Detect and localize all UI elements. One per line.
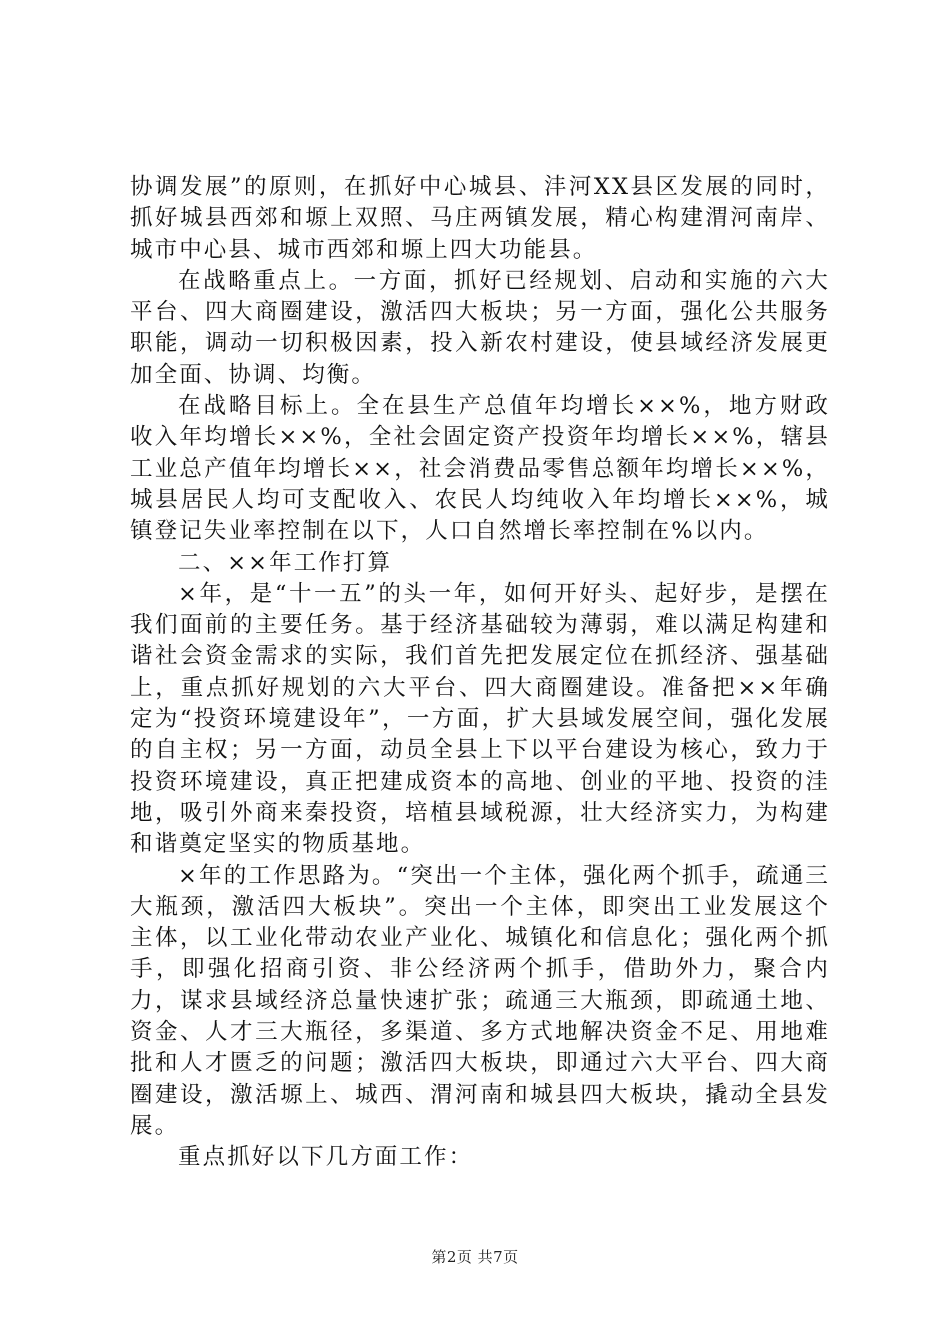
document-body — [130, 172, 830, 1174]
page-footer — [0, 1246, 950, 1267]
page-number-label: 第2页 共7页 — [431, 1248, 519, 1266]
paragraph-work-approach: ×年的工作思路为。“突出一个主体，强化两个抓手，疏通三大瓶颈，激活四大板块”。突出一个主体，即突出工业发展这个主体，以工业化带动农业产业化、城镇化和信息化；强化两个抓手，即强化招商引资、非公经济两个抓手，借助外力，聚合内力，谋求县域经济总量快速扩张；疏通三大瓶颈，即疏通土地、资金、人才三大瓶径，多渠道、多方式地解决资金不足、用地难批和人才匮乏的问题；激活四大板块，即通过六大平台、四大商圈建设，激活塬上、城西、渭河南和城县四大板块，撬动全县发展。 — [130, 862, 830, 1139]
section-heading: 二、××年工作打算 — [178, 549, 393, 576]
paragraph-continuation: 协调发展”的原则，在抓好中心城县、沣河XX县区发展的同时，抓好城县西郊和塬上双照、马庄两镇发展，精心构建渭河南岸、城市中心县、城市西郊和塬上四大功能县。 — [130, 174, 830, 263]
paragraph-strategic-goals: 在战略目标上。全在县生产总值年均增长××%，地方财政收入年均增长××%，全社会固定资产投资年均增长××%，辖县工业总产值年均增长××，社会消费品零售总额年均增长××%，城县居民人均可支配收入、农民人均纯收入年均增长××%，城镇登记失业率控制在以下，人口自然增长率控制在%以内。 — [130, 393, 830, 545]
paragraph-strategic-focus: 在战略重点上。一方面，抓好已经规划、启动和实施的六大平台、四大商圈建设，激活四大板块；另一方面，强化公共服务职能，调动一切积极因素，投入新农村建设，使县域经济发展更加全面、协调、均衡。 — [130, 267, 830, 388]
paragraph-key-tasks-intro: 重点抓好以下几方面工作： — [178, 1144, 474, 1171]
paragraph-year-plan: ×年，是“十一五”的头一年，如何开好头、起好步，是摆在我们面前的主要任务。基于经济基础较为薄弱，难以满足构建和谐社会资金需求的实际，我们首先把发展定位在抓经济、强基础上，重点抓好规划的六大平台、四大商圈建设。准备把××年确定为“投资环境建设年”，一方面，扩大县域发展空间，强化发展的自主权；另一方面，动员全县上下以平台建设为核心，致力于投资环境建设，真正把建成资本的高地、创业的平地、投资的洼地，吸引外商来秦投资，培植县域税源，壮大经济实力，为构建和谐奠定坚实的物质基地。 — [130, 580, 830, 858]
